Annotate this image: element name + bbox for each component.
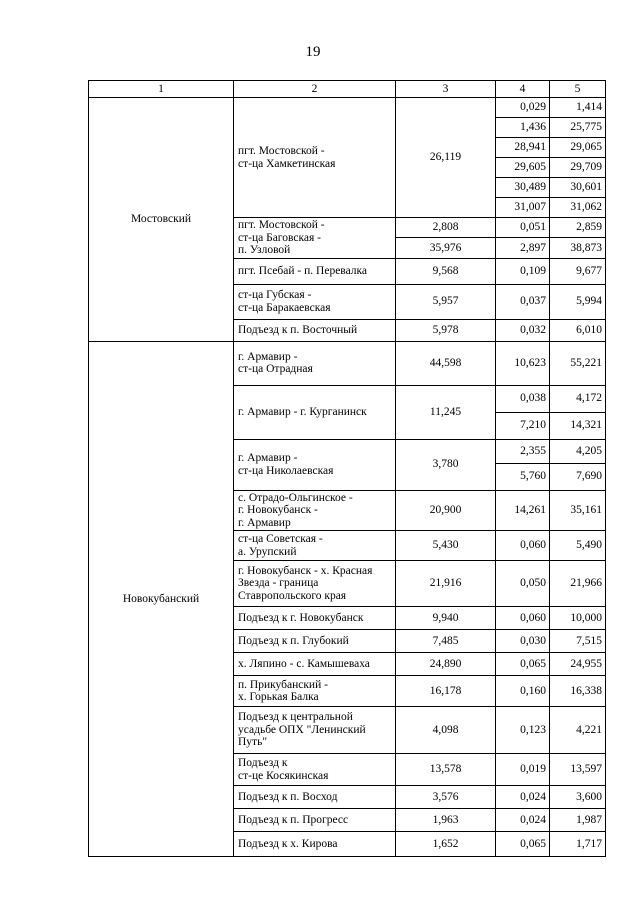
route-name-line: п. Прикубанский - bbox=[238, 678, 328, 691]
route-name-line: Подъезд к х. Кирова bbox=[238, 837, 338, 850]
route-name bbox=[234, 439, 396, 490]
start-km-cell: 14,261 bbox=[496, 490, 550, 531]
start-km-cell: 0,051 bbox=[496, 218, 550, 238]
length-cell: 13,578 bbox=[396, 754, 496, 786]
end-km-cell: 5,994 bbox=[550, 284, 606, 319]
route-name-line: пгт. Мостовской - bbox=[238, 219, 325, 231]
length-cell: 44,598 bbox=[396, 341, 496, 385]
route-name-line: Подъезд к п. Глубокий bbox=[238, 634, 349, 647]
route-name-line: пгт. Мостовской - bbox=[238, 145, 325, 157]
route-name bbox=[234, 676, 396, 707]
route-name-line: усадьбе ОПХ "Ленинский bbox=[238, 723, 366, 736]
length-cell: 11,245 bbox=[396, 385, 496, 439]
route-name bbox=[234, 832, 396, 857]
route-name-line: Подъезд к п. Восход bbox=[238, 790, 338, 803]
length-cell: 5,430 bbox=[396, 531, 496, 561]
route-name bbox=[234, 707, 396, 754]
route-name-line: х. Горькая Балка bbox=[238, 691, 319, 703]
start-km-cell: 28,941 bbox=[496, 138, 550, 158]
end-km-cell: 1,414 bbox=[550, 98, 606, 118]
route-name bbox=[234, 319, 396, 341]
length-cell: 5,957 bbox=[396, 284, 496, 319]
length-cell: 5,978 bbox=[396, 319, 496, 341]
route-name bbox=[234, 258, 396, 284]
header-col-4: 4 bbox=[496, 81, 550, 98]
end-km-cell: 31,062 bbox=[550, 198, 606, 218]
length-cell: 24,890 bbox=[396, 653, 496, 676]
route-name bbox=[234, 754, 396, 786]
start-km-cell: 7,210 bbox=[496, 412, 550, 439]
route-name-line: г. Армавир bbox=[238, 516, 291, 529]
end-km-cell: 3,600 bbox=[550, 786, 606, 809]
length-cell: 35,976 bbox=[396, 238, 496, 258]
route-name-line: ст-ца Баговская - bbox=[238, 231, 321, 244]
route-name bbox=[234, 531, 396, 561]
length-cell: 26,119 bbox=[396, 98, 496, 218]
end-km-cell: 2,859 bbox=[550, 218, 606, 238]
length-cell: 7,485 bbox=[396, 630, 496, 653]
start-km-cell: 0,024 bbox=[496, 786, 550, 809]
route-name-line: ст-це Косякинская bbox=[238, 769, 329, 782]
route-name-line: г. Армавир - г. Курганинск bbox=[238, 405, 367, 418]
end-km-cell: 38,873 bbox=[550, 238, 606, 258]
end-km-cell: 14,321 bbox=[550, 412, 606, 439]
start-km-cell: 0,032 bbox=[496, 319, 550, 341]
end-km-cell: 1,987 bbox=[550, 809, 606, 832]
end-km-cell: 10,000 bbox=[550, 607, 606, 630]
route-name-line: г. Армавир - bbox=[238, 350, 298, 363]
end-km-cell: 29,065 bbox=[550, 138, 606, 158]
start-km-cell: 0,024 bbox=[496, 809, 550, 832]
route-name-line: Подъезд к п. Прогресс bbox=[238, 813, 349, 826]
start-km-cell: 5,760 bbox=[496, 463, 550, 490]
route-name-line: ст-ца Отрадная bbox=[238, 363, 313, 375]
page-number: 19 bbox=[305, 44, 321, 60]
route-name-line: пгт. Псебай - п. Перевалка bbox=[238, 264, 368, 277]
length-cell: 9,568 bbox=[396, 258, 496, 284]
roads-table bbox=[88, 80, 606, 857]
route-name-line: г. Новокубанск - х. Красная bbox=[238, 564, 373, 577]
length-cell: 20,900 bbox=[396, 490, 496, 531]
route-name bbox=[234, 630, 396, 653]
start-km-cell: 2,897 bbox=[496, 238, 550, 258]
end-km-cell: 55,221 bbox=[550, 341, 606, 385]
start-km-cell: 31,007 bbox=[496, 198, 550, 218]
end-km-cell: 6,010 bbox=[550, 319, 606, 341]
start-km-cell: 0,160 bbox=[496, 676, 550, 707]
start-km-cell: 10,623 bbox=[496, 341, 550, 385]
length-cell: 21,916 bbox=[396, 561, 496, 607]
start-km-cell: 1,436 bbox=[496, 118, 550, 138]
route-name bbox=[234, 218, 396, 259]
start-km-cell: 0,123 bbox=[496, 707, 550, 754]
start-km-cell: 29,605 bbox=[496, 158, 550, 178]
route-name bbox=[234, 98, 396, 218]
route-name-line: ст-ца Хамкетинская bbox=[238, 157, 336, 170]
table-body bbox=[89, 98, 606, 857]
length-cell: 9,940 bbox=[396, 607, 496, 630]
route-name bbox=[234, 490, 396, 531]
start-km-cell: 0,030 bbox=[496, 630, 550, 653]
route-name-line: ст-ца Николаевская bbox=[238, 464, 334, 477]
end-km-cell: 30,601 bbox=[550, 178, 606, 198]
route-name bbox=[234, 341, 396, 385]
route-name bbox=[234, 284, 396, 319]
end-km-cell: 25,775 bbox=[550, 118, 606, 138]
route-name-line: Звезда - граница bbox=[238, 577, 319, 590]
length-cell: 3,780 bbox=[396, 439, 496, 490]
length-cell: 1,652 bbox=[396, 832, 496, 857]
end-km-cell: 1,717 bbox=[550, 832, 606, 857]
start-km-cell: 0,060 bbox=[496, 607, 550, 630]
start-km-cell: 0,029 bbox=[496, 98, 550, 118]
route-name-line: п. Узловой bbox=[238, 244, 291, 256]
header-col-5: 5 bbox=[550, 81, 606, 98]
table-row bbox=[89, 98, 606, 118]
end-km-cell: 13,597 bbox=[550, 754, 606, 786]
route-name-line: а. Урупский bbox=[238, 545, 297, 558]
start-km-cell: 0,037 bbox=[496, 284, 550, 319]
start-km-cell: 0,050 bbox=[496, 561, 550, 607]
route-name-line: Подъезд к центральной bbox=[238, 711, 353, 724]
end-km-cell: 5,490 bbox=[550, 531, 606, 561]
end-km-cell: 29,709 bbox=[550, 158, 606, 178]
end-km-cell: 9,677 bbox=[550, 258, 606, 284]
route-name-line: г. Армавир - bbox=[238, 452, 298, 464]
end-km-cell: 4,205 bbox=[550, 439, 606, 463]
length-cell: 2,808 bbox=[396, 218, 496, 238]
route-name bbox=[234, 653, 396, 676]
district-name: Новокубанский bbox=[89, 341, 234, 857]
start-km-cell: 0,038 bbox=[496, 385, 550, 412]
length-cell: 16,178 bbox=[396, 676, 496, 707]
end-km-cell: 21,966 bbox=[550, 561, 606, 607]
route-name-line: Путь" bbox=[238, 736, 268, 749]
end-km-cell: 24,955 bbox=[550, 653, 606, 676]
start-km-cell: 0,065 bbox=[496, 653, 550, 676]
route-name-line: х. Ляпино - с. Камышеваха bbox=[238, 657, 370, 670]
end-km-cell: 16,338 bbox=[550, 676, 606, 707]
route-name-line: Подъезд к п. Восточный bbox=[238, 323, 358, 336]
route-name-line: с. Отрадо-Ольгинское - bbox=[238, 491, 353, 504]
start-km-cell: 0,019 bbox=[496, 754, 550, 786]
table-row bbox=[89, 341, 606, 385]
length-cell: 3,576 bbox=[396, 786, 496, 809]
district-name: Мостовский bbox=[89, 98, 234, 342]
route-name bbox=[234, 607, 396, 630]
length-cell: 4,098 bbox=[396, 707, 496, 754]
start-km-cell: 30,489 bbox=[496, 178, 550, 198]
end-km-cell: 7,690 bbox=[550, 463, 606, 490]
route-name-line: Подъезд к г. Новокубанск bbox=[238, 611, 364, 624]
route-name bbox=[234, 561, 396, 607]
route-name-line: ст-ца Баракаевская bbox=[238, 301, 331, 314]
end-km-cell: 4,172 bbox=[550, 385, 606, 412]
route-name-line: Ставропольского края bbox=[238, 589, 347, 602]
end-km-cell: 35,161 bbox=[550, 490, 606, 531]
end-km-cell: 7,515 bbox=[550, 630, 606, 653]
route-name-line: ст-ца Губская - bbox=[238, 289, 312, 301]
start-km-cell: 0,065 bbox=[496, 832, 550, 857]
end-km-cell: 4,221 bbox=[550, 707, 606, 754]
start-km-cell: 0,060 bbox=[496, 531, 550, 561]
start-km-cell: 2,355 bbox=[496, 439, 550, 463]
route-name bbox=[234, 786, 396, 809]
route-name-line: ст-ца Советская - bbox=[238, 533, 323, 545]
header-col-2: 2 bbox=[234, 81, 396, 98]
header-col-1: 1 bbox=[89, 81, 234, 98]
header-col-3: 3 bbox=[396, 81, 496, 98]
start-km-cell: 0,109 bbox=[496, 258, 550, 284]
length-cell: 1,963 bbox=[396, 809, 496, 832]
route-name bbox=[234, 385, 396, 439]
route-name bbox=[234, 809, 396, 832]
header-row bbox=[89, 81, 606, 98]
route-name-line: Подъезд к bbox=[238, 757, 288, 769]
route-name-line: г. Новокубанск - bbox=[238, 504, 318, 516]
